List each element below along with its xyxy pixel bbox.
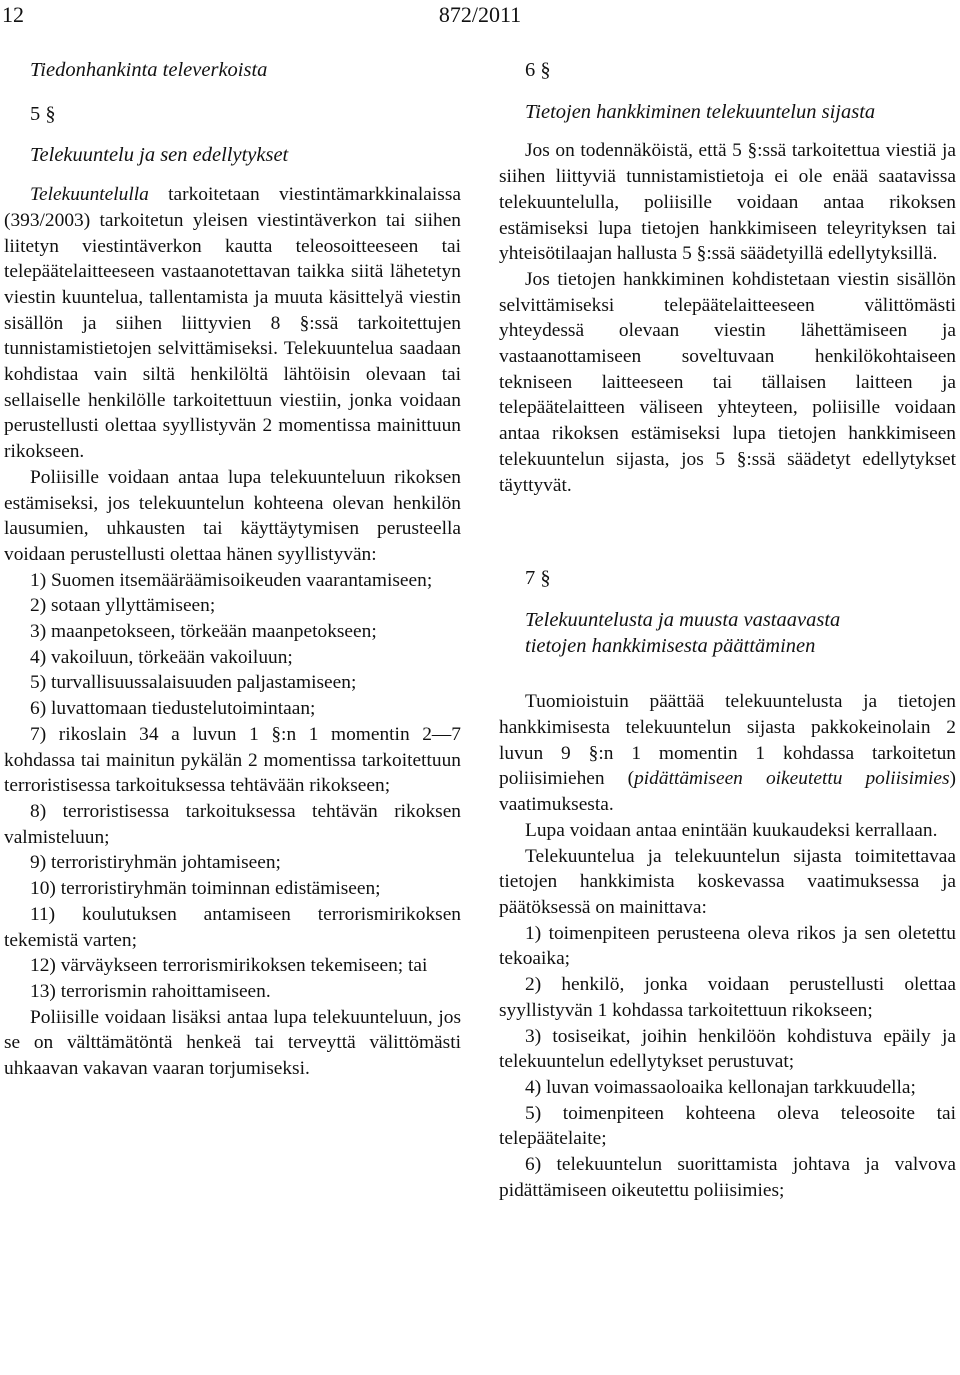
document-id: 872/2011 xyxy=(438,2,522,27)
section-6-paragraph-2: Jos tietojen hankkiminen kohdistetaan viestin sisällön selvittämiseksi telepäätelaitteeseen välittömästi yhteydessä olevaan viestin lähettämiseen ja vastaanottamiseen soveltuvaan henkilökohtaiseen tekniseen laitteeseen tai tällaisen laitteen ja telepäätelaitteen väliseen yhteyteen, poliisille voidaan antaa rikoksen estämiseksi lupa tietojen hankkimiseen telekuuntelun sijasta, jos 5 §:ssä säädetyt edellytykset täyttyvät. xyxy=(499,268,956,496)
section-7-title-line-1: Telekuuntelusta ja muusta vastaavasta xyxy=(525,608,841,631)
list-item: 5) turvallisuussalaisuuden paljastamiseen; xyxy=(30,672,357,694)
section-7-title-line-2: tietojen hankkimisesta päättäminen xyxy=(525,634,816,657)
list-item: 1) Suomen itsemääräämisoikeuden vaarantamiseen; xyxy=(30,569,433,591)
section-5-title: Telekuuntelu ja sen edellytykset xyxy=(30,144,289,167)
list-item: 9) terroristiryhmän johtamiseen; xyxy=(30,852,281,874)
list-item: 4) luvan voimassaoloaika kellonajan tarkkuudella; xyxy=(525,1076,916,1098)
list-item: 3) tosiseikat, joihin henkilöön kohdistuva epäily ja telekuuntelun edellytykset perustuvat; xyxy=(499,1025,956,1073)
list-item: 1) toimenpiteen perusteena oleva rikos ja sen oletettu tekoaika; xyxy=(499,922,956,970)
chapter-heading: Tiedonhankinta televerkoista xyxy=(30,59,268,81)
list-item: 2) henkilö, jonka voidaan perustellusti olettaa syyllistyvän 1 kohdassa tarkoitettuun rikokseen; xyxy=(499,974,956,1021)
section-7-paragraph-3: Telekuuntelua ja telekuuntelun sijasta toimitettavaa tietojen hankkimista koskevassa vaatimuksessa ja päätöksessä on mainittava: xyxy=(499,845,956,918)
section-7-paragraph-1: Tuomioistuin päättää telekuuntelusta ja tietojen hankkimisesta telekuuntelun sijasta pakkokeinolain 2 luvun 9 §:n 1 momentin 1 kohdassa tarkoitetun poliisimiehen (pidättämiseen oikeutettu poliisimies) vaatimuksesta. xyxy=(499,691,956,816)
list-item: 5) toimenpiteen kohteena oleva teleosoite tai telepäätelaite; xyxy=(499,1102,956,1150)
section-5-paragraph-3: Poliisille voidaan lisäksi antaa lupa telekuunteluun, jos se on välttämätöntä henkeä tai terveyttä välittömästi uhkaavan vakavan vaaran torjumiseksi. xyxy=(4,1006,461,1080)
list-item: 12) värväykseen terrorismirikoksen tekemiseen; tai xyxy=(30,955,428,977)
term-pidattamiseen-oikeutettu: pidättämiseen oikeutettu poliisimies xyxy=(634,768,950,790)
section-6-number: 6 § xyxy=(525,59,551,81)
page-number: 12 xyxy=(2,2,24,27)
section-6-title: Tietojen hankkiminen telekuuntelun sijasta xyxy=(525,100,876,123)
section-5-paragraph-2: Poliisille voidaan antaa lupa telekuunteluun rikoksen estämiseksi, jos telekuuntelun kohteena olevan henkilön lausumien, uhkausten tai käyttäytymisen perusteella voidaan perustellusti olettaa hänen syyllistyvän: xyxy=(4,466,461,565)
list-item: 6) telekuuntelun suorittamista johtava ja valvova pidättämiseen oikeutettu poliisimies; xyxy=(499,1154,956,1201)
list-item: 10) terroristiryhmän toiminnan edistämiseen; xyxy=(30,878,381,900)
list-item: 3) maanpetokseen, törkeään maanpetokseen; xyxy=(30,621,377,643)
list-item: 8) terroristisessa tarkoituksessa tehtävän rikoksen valmisteluun; xyxy=(4,800,461,848)
section-7-number: 7 § xyxy=(525,567,551,590)
list-item: 4) vakoiluun, törkeään vakoiluun; xyxy=(30,646,293,668)
list-item: 7) rikoslain 34 a luvun 1 §:n 1 momentin 2—7 kohdassa tai mainitun pykälän 2 momentissa tarkoitettuun terroristisessa tarkoituksessa tehtävään rikokseen; xyxy=(4,723,461,797)
section-5-paragraph-1: Telekuuntelulla tarkoitetaan viestintämarkkinalaissa (393/2003) tarkoitetun yleisen viestintäverkon tai siihen liitetyn viestintäverkon kautta teleosoitteeseen tai telepäätelaitteeseen vastaanotettavan taikka siitä lähetetyn viestin kuuntelua, tallentamista ja muuta käsittelyä viestin sisällön ja siihen liittyvien 8 §:ssä tarkoitettujen tunnistamistietojen selvittämiseksi. Telekuuntelua saadaan kohdistaa vain siltä henkilöltä lähtöisin olevaan tai sellaiselle henkilölle tarkoitettuun viestiin, jonka voidaan perustellusti olettaa syyllistyvän 2 momentissa mainittuun rikokseen. xyxy=(4,184,461,463)
right-column xyxy=(499,58,956,1203)
section-5-number: 5 § xyxy=(30,102,56,125)
list-item: 11) koulutuksen antamiseen terrorismirikoksen tekemistä varten; xyxy=(4,903,461,951)
list-item: 2) sotaan yllyttämiseen; xyxy=(30,595,216,617)
term-telekuuntelulla: Telekuuntelulla xyxy=(30,184,149,206)
left-column xyxy=(4,58,461,1082)
list-item: 13) terrorismin rahoittamiseen. xyxy=(30,980,271,1002)
list-item: 6) luvattomaan tiedustelutoimintaan; xyxy=(30,698,316,720)
section-7-paragraph-2: Lupa voidaan antaa enintään kuukaudeksi kerrallaan. xyxy=(525,819,938,841)
section-6-paragraph-1: Jos on todennäköistä, että 5 §:ssä tarkoitettua viestiä ja siihen liittyviä tunnistamistietoja ei ole enää saatavissa telekuuntelulla, poliisille voidaan antaa rikoksen estämiseksi lupa tietojen hankkimiseen teleyrityksen tai yhteisötilaajan hallusta 5 §:ssä säädetyillä edellytyksillä. xyxy=(499,140,956,265)
